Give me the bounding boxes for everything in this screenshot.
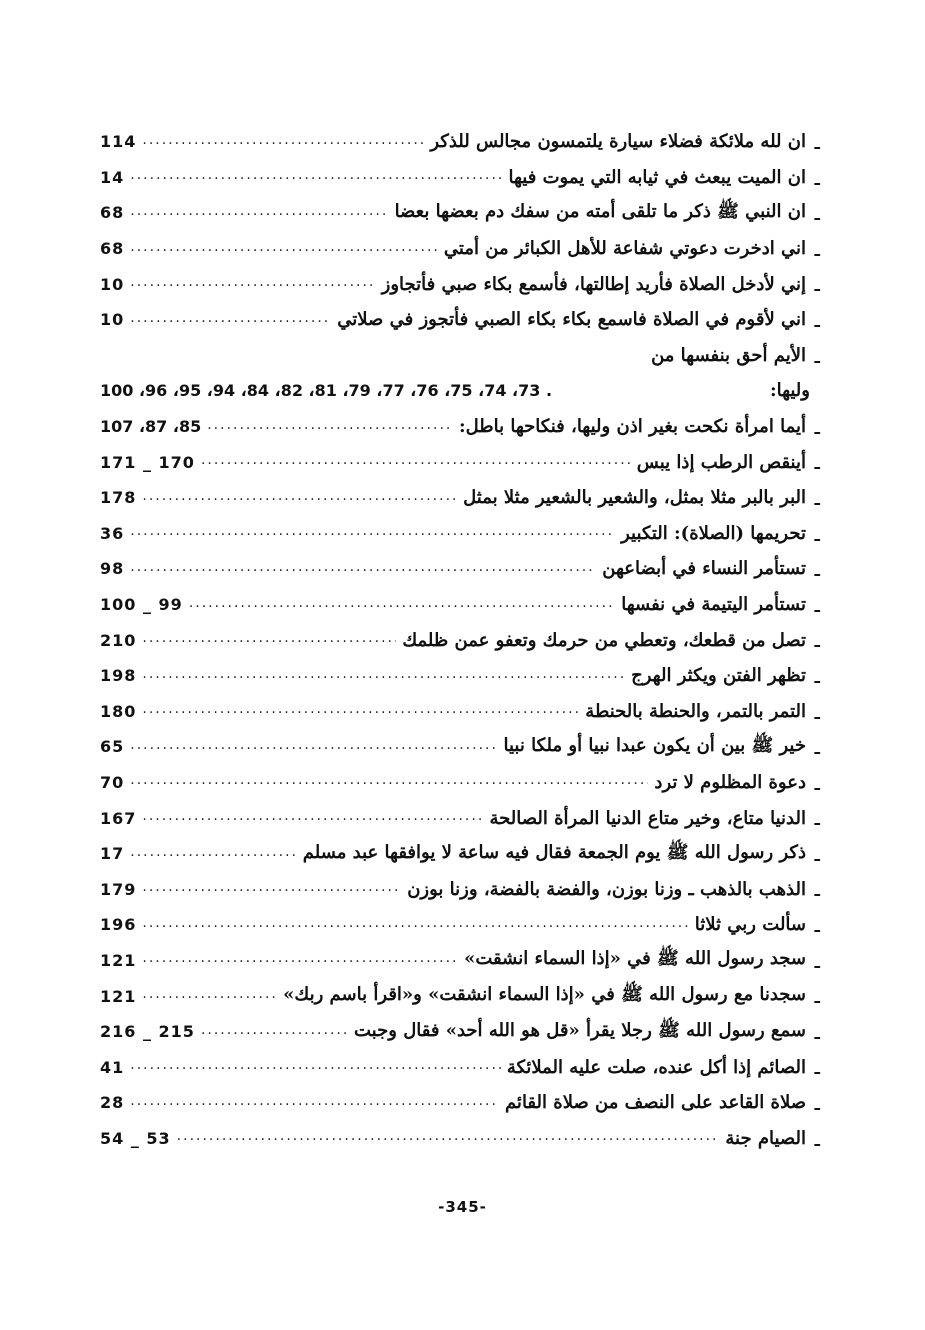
entry-bullet-dash: ـ [814,917,820,937]
index-entry [100,338,820,374]
entry-page-numbers: 10 [100,274,125,294]
index-entry [100,266,820,302]
entry-bullet-dash: ـ [814,454,820,474]
entry-text: سمع رسول الله ﷺ رجلا يقرأ «قل هو الله أحد» فقال وجبت [354,1019,806,1041]
entry-text: سجد رسول الله ﷺ في «إذا السماء انشقت» [464,948,806,970]
entry-text: سجدنا مع رسول الله ﷺ في «إذا السماء انشقت» و«اقرأ باسم ربك» [283,984,806,1006]
entry-text: الأيم أحق بنفسها من [651,344,806,366]
entry-page-numbers: 68 [100,203,125,223]
dot-leader [130,203,388,223]
entry-text: الدنيا متاع، وخير متاع الدنيا المرأة الصالحة [489,807,806,829]
entry-page-numbers: 198 [100,666,137,686]
entry-text: الصيام جنة [725,1127,806,1149]
entry-page-numbers: 65 [100,737,125,757]
index-entry [100,658,820,694]
entry-bullet-dash: ـ [814,1023,820,1043]
hadith-index-list [100,124,820,1156]
dot-leader [130,844,296,864]
entry-page-numbers: 100 _ 99 [100,595,183,615]
entry-text: أينقص الرطب إذا يبس [636,451,806,473]
index-entry [100,302,820,338]
entry-page-numbers: 180 [100,701,137,721]
entry-page-numbers: 98 [100,559,125,579]
entry-page-numbers: 68 [100,239,125,259]
entry-bullet-dash: ـ [814,1059,820,1079]
index-entry [100,587,820,623]
entry-text: دعوة المظلوم لا ترد [654,771,806,793]
entry-page-numbers: 10 [100,310,125,330]
entry-page-numbers: 114 [100,132,137,152]
entry-bullet-dash: ـ [814,810,820,830]
entry-bullet-dash: ـ [814,667,820,687]
entry-page-numbers: 171 _ 170 [100,452,195,472]
entry-text: تستأمر اليتيمة في نفسها [621,594,806,616]
index-entry [100,480,820,516]
dot-leader [142,879,401,899]
entry-bullet-dash: ـ [814,703,820,723]
index-entry [100,373,810,409]
dot-leader [130,1093,499,1113]
dot-leader [142,630,396,650]
entry-page-numbers: 70 [100,772,125,792]
entry-bullet-dash: ـ [814,169,820,189]
entry-text: ذكر رسول الله ﷺ يوم الجمعة فقال فيه ساعة لا يوافقها عبد مسلم [302,841,806,863]
dot-leader [130,310,331,330]
dot-leader [130,239,438,259]
entry-page-numbers: 196 [100,915,137,935]
index-entry [100,160,820,196]
index-entry [100,516,820,552]
entry-bullet-dash: ـ [814,240,820,260]
entry-text: البر بالبر مثلا بمثل، والشعير بالشعير مثلا بمثل [463,487,806,509]
dot-leader [142,701,579,721]
dot-leader [142,666,625,686]
index-entry [100,124,820,160]
entry-text: تحريمها (الصلاة): التكبير [621,522,806,544]
entry-text: ان النبي ﷺ ذكر ما تلقى أمته من سفك دم بعضها بعضا [394,200,806,222]
entry-page-numbers: 14 [100,167,125,187]
index-entry [100,800,820,836]
entry-page-numbers: 100 ،96 ،95 ،94 ،84 ،82 ،81 ،79 ،77 ،76 ،75 ،74 ،73 . [100,381,553,401]
entry-bullet-dash: ـ [814,276,820,296]
dot-leader [130,523,615,543]
entry-bullet-dash: ـ [814,311,820,331]
index-entry [100,1014,820,1050]
entry-bullet-dash: ـ [814,881,820,901]
index-entry [100,765,820,801]
entry-text: أيما امرأة نكحت بغير اذن وليها، فنكاحها باطل: [459,416,806,438]
dot-leader [142,808,483,828]
entry-text: تصل من قطعك، وتعطي من حرمك وتعفو عمن ظلمك [402,629,806,651]
index-entry [100,195,820,231]
dot-leader [130,167,502,187]
entry-text: وليها: [769,380,810,402]
dot-leader [177,1128,720,1148]
dot-leader [142,986,277,1006]
entry-text: الذهب بالذهب ـ وزنا بوزن، والفضة بالفضة، وزنا بوزن [407,878,806,900]
entry-text: تظهر الفتن ويكثر الهرج [631,665,806,687]
entry-text: الصائم إذا أكل عنده، صلت عليه الملائكة [506,1056,806,1078]
index-entry [100,729,820,765]
dot-leader [142,950,458,970]
index-entry [100,622,820,658]
entry-page-numbers: 54 _ 53 [100,1128,171,1148]
dot-leader [207,417,453,437]
dot-leader [142,132,424,152]
entry-text: اني لأقوم في الصلاة فاسمع بكاء بكاء الصبي فأتجوز في صلاتي [337,309,806,331]
index-entry [100,231,820,267]
entry-page-numbers: 121 [100,950,137,970]
index-entry [100,1085,820,1121]
dot-leader [130,1057,501,1077]
entry-bullet-dash: ـ [814,561,820,581]
entry-page-numbers: 167 [100,808,137,828]
dot-leader [142,488,457,508]
index-entry [100,1121,820,1157]
entry-text: ان لله ملائكة فضلاء سيارة يلتمسون مجالس للذكر [430,131,806,153]
entry-page-numbers: 178 [100,488,137,508]
entry-text: ان الميت يبعث في ثيابه التي يموت فيها [508,166,806,188]
entry-bullet-dash: ـ [814,489,820,509]
entry-text: خير ﷺ بين أن يكون عبدا نبيا أو ملكا نبيا [503,734,806,756]
entry-page-numbers: 41 [100,1057,125,1077]
entry-bullet-dash: ـ [814,596,820,616]
dot-leader [189,595,615,615]
index-entry [100,409,820,445]
entry-page-numbers: 210 [100,630,137,650]
dot-leader [201,1022,348,1042]
entry-bullet-dash: ـ [814,632,820,652]
dot-leader [130,274,375,294]
entry-bullet-dash: ـ [814,205,820,225]
dot-leader [130,559,596,579]
entry-page-numbers: 121 [100,986,137,1006]
entry-bullet-dash: ـ [814,774,820,794]
entry-bullet-dash: ـ [814,418,820,438]
index-entry [100,1049,820,1085]
index-entry [100,694,820,730]
entry-bullet-dash: ـ [814,347,820,367]
entry-page-numbers: 36 [100,523,125,543]
index-entry [100,836,820,872]
entry-page-numbers: 28 [100,1093,125,1113]
index-entry [100,978,820,1014]
entry-text: سألت ربي ثلاثا [694,914,806,936]
index-entry [100,444,820,480]
entry-text: تستأمر النساء في أبضاعهن [602,558,806,580]
entry-bullet-dash: ـ [814,1130,820,1150]
index-entry [100,551,820,587]
entry-page-numbers: 179 [100,879,137,899]
index-entry [100,871,820,907]
entry-bullet-dash: ـ [814,988,820,1008]
dot-leader [130,737,497,757]
entry-page-numbers: 107 ،87 ،85 [100,417,202,437]
entry-page-numbers: 17 [100,844,125,864]
entry-text: إني لأدخل الصلاة فأريد إطالتها، فأسمع بكاء صبي فأتجاوز [381,273,806,295]
dot-leader [201,452,631,472]
dot-leader [130,772,648,792]
entry-page-numbers: 216 _ 215 [100,1022,195,1042]
entry-bullet-dash: ـ [814,1095,820,1115]
entry-text: التمر بالتمر، والحنطة بالحنطة [585,700,806,722]
entry-bullet-dash: ـ [814,134,820,153]
entry-bullet-dash: ـ [814,525,820,545]
dot-leader [142,915,688,935]
entry-bullet-dash: ـ [814,952,820,972]
index-entry [100,943,820,979]
entry-bullet-dash: ـ [814,739,820,759]
page-number: -345- [438,1198,487,1216]
entry-text: صلاة القاعد على النصف من صلاة القائم [504,1092,806,1114]
index-entry [100,907,820,943]
entry-text: اني ادخرت دعوتي شفاعة للأهل الكبائر من أمتي [443,238,806,260]
entry-bullet-dash: ـ [814,845,820,865]
